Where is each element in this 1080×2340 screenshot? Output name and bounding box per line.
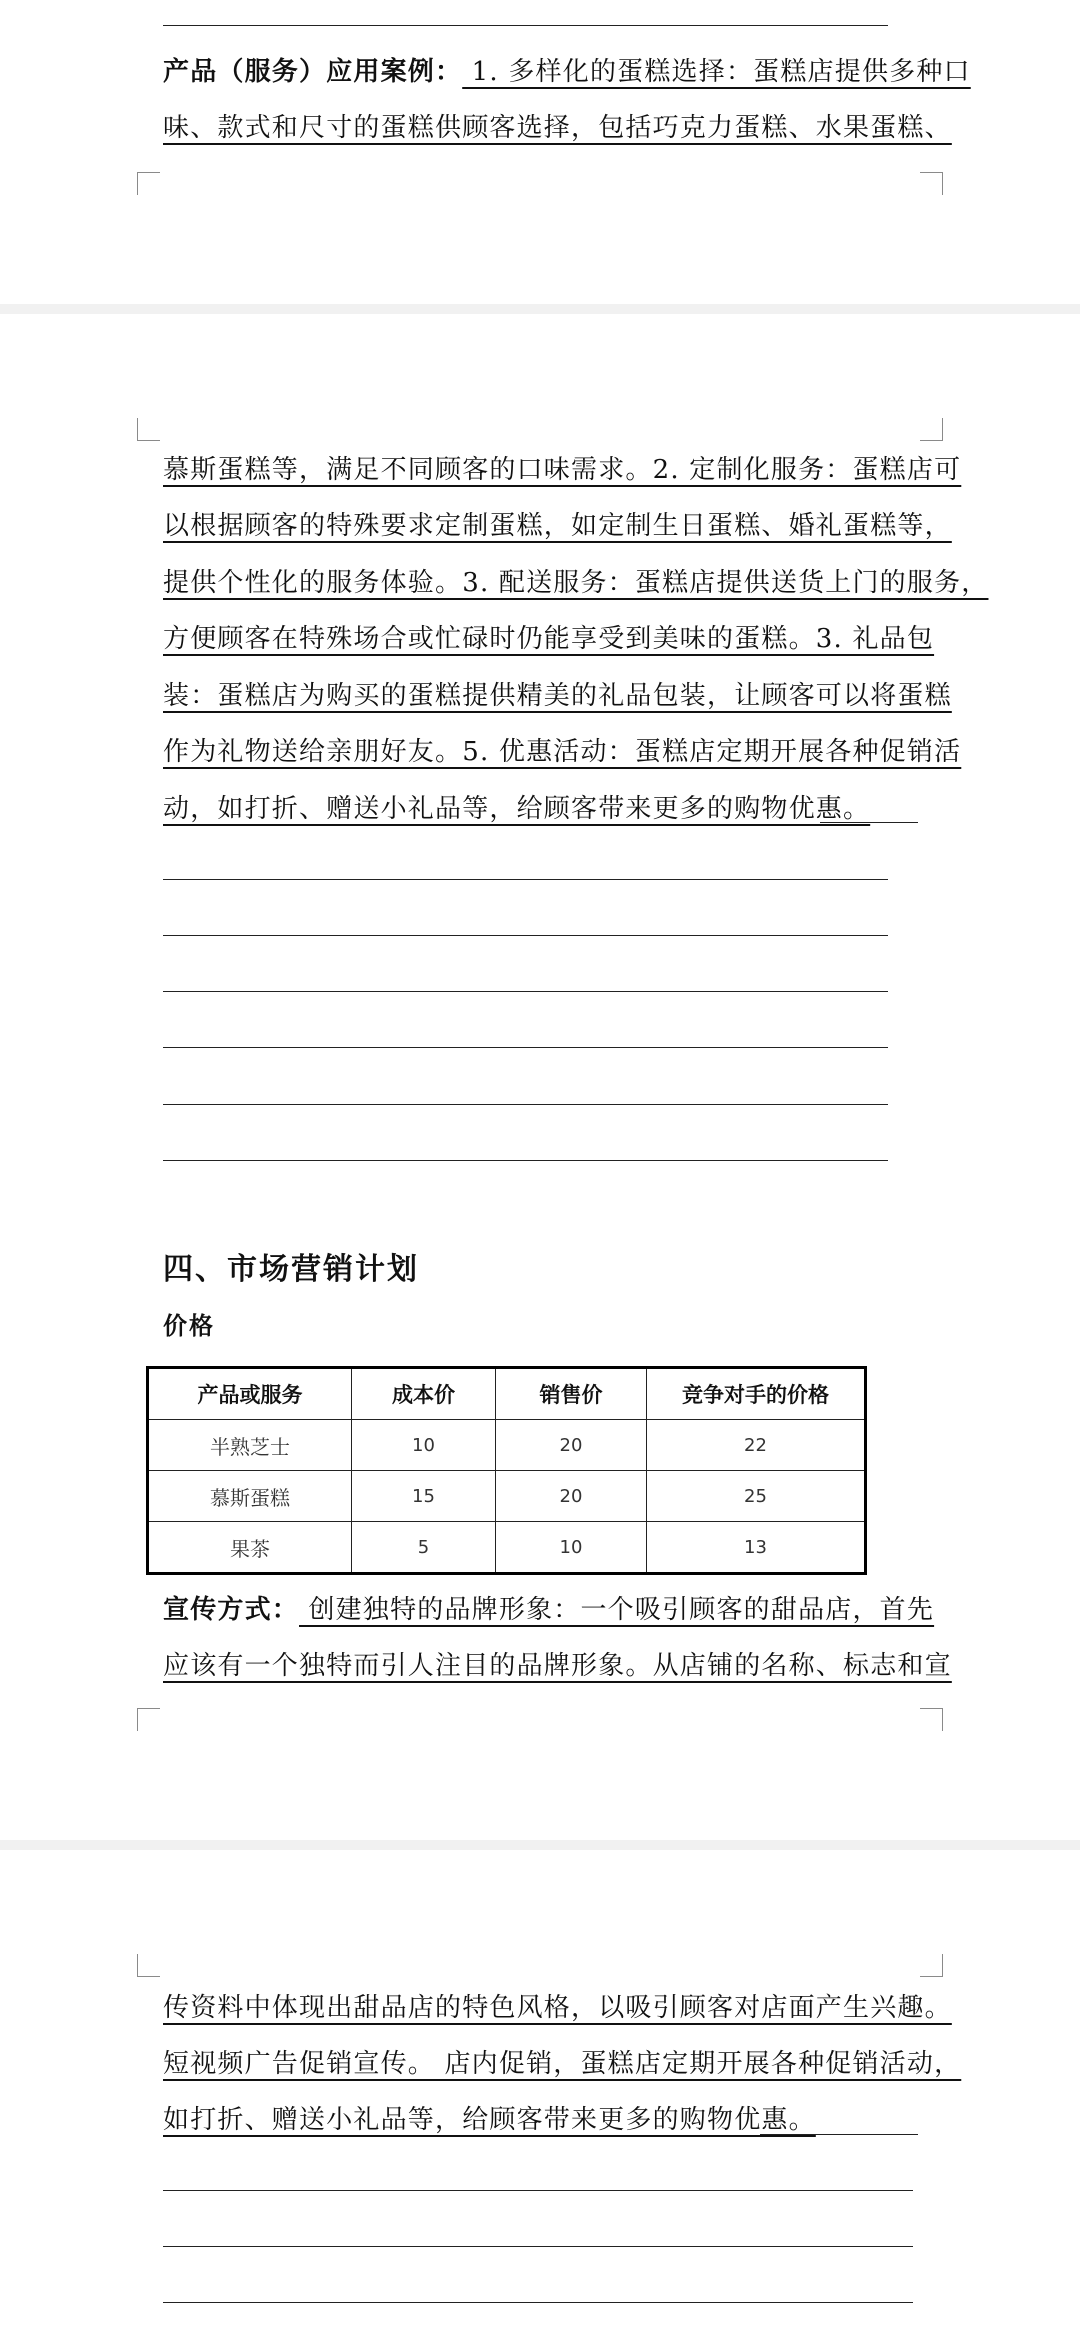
table-header-cell: 竞争对手的价格 (647, 1368, 866, 1420)
case-line: 慕斯蛋糕等，满足不同顾客的口味需求。2. 定制化服务：蛋糕店可 (163, 455, 962, 485)
page-corner-mark (137, 1954, 160, 1977)
table-header-cell: 销售价 (496, 1368, 647, 1420)
blank-fill-line (163, 1047, 888, 1048)
promo-line: 应该有一个独特而引人注目的品牌形象。从店铺的名称、标志和宣 (163, 1651, 952, 1681)
table-row (148, 1471, 866, 1522)
blank-fill-line (163, 935, 888, 936)
case-line: 味、款式和尺寸的蛋糕供顾客选择，包括巧克力蛋糕、水果蛋糕、 (163, 113, 952, 143)
document-page-3 (0, 1850, 1080, 2340)
table-cell: 10 (352, 1420, 496, 1471)
blank-fill-line (820, 822, 918, 823)
blank-fill-line (163, 879, 888, 880)
table-cell: 半熟芝士 (148, 1420, 352, 1471)
page-corner-mark (137, 1708, 160, 1731)
table-cell: 13 (647, 1522, 866, 1574)
case-line: 提供个性化的服务体验。3. 配送服务：蛋糕店提供送货上门的服务， (163, 568, 989, 598)
case-line: 以根据顾客的特殊要求定制蛋糕，如定制生日蛋糕、婚礼蛋糕等， (163, 511, 952, 541)
table-row (148, 1420, 866, 1471)
case-line: 装：蛋糕店为购买的蛋糕提供精美的礼品包装，让顾客可以将蛋糕 (163, 681, 952, 711)
table-row (148, 1522, 866, 1574)
blank-fill-line (163, 2302, 913, 2303)
blank-fill-line (760, 2134, 918, 2135)
table-cell: 5 (352, 1522, 496, 1574)
section-title: 四、市场营销计划 (163, 1252, 419, 1287)
case-line: 方便顾客在特殊场合或忙碌时仍能享受到美味的蛋糕。3. 礼品包 (163, 624, 935, 654)
table-cell: 10 (496, 1522, 647, 1574)
document-page-1 (0, 0, 1080, 304)
table-cell: 15 (352, 1471, 496, 1522)
page-corner-mark (920, 418, 943, 441)
case-line: 作为礼物送给亲朋好友。5. 优惠活动：蛋糕店定期开展各种促销活 (163, 737, 962, 767)
price-table (146, 1366, 867, 1575)
table-cell: 25 (647, 1471, 866, 1522)
table-header-row (148, 1368, 866, 1420)
price-label: 价格 (163, 1311, 215, 1340)
case-line: 产品（服务）应用案例： 1. 多样化的蛋糕选择：蛋糕店提供多种口 (163, 57, 971, 87)
blank-fill-line (163, 1160, 888, 1161)
table-cell: 20 (496, 1471, 647, 1522)
page-corner-mark (920, 1954, 943, 1977)
page-corner-mark (920, 1708, 943, 1731)
page-corner-mark (920, 172, 943, 195)
table-cell: 果茶 (148, 1522, 352, 1574)
table-cell: 20 (496, 1420, 647, 1471)
case-line: 动，如打折、赠送小礼品等，给顾客带来更多的购物优惠。 (163, 794, 871, 824)
blank-fill-line (163, 991, 888, 992)
promo-line: 传资料中体现出甜品店的特色风格，以吸引顾客对店面产生兴趣。 (163, 1993, 952, 2023)
blank-fill-line (163, 1104, 888, 1105)
page-corner-mark (137, 172, 160, 195)
table-header-cell: 成本价 (352, 1368, 496, 1420)
table-header-cell: 产品或服务 (148, 1368, 352, 1420)
promo-line: 宣传方式： 创建独特的品牌形象：一个吸引顾客的甜品店，首先 (163, 1595, 935, 1625)
promo-line: 短视频广告促销宣传。 店内促销，蛋糕店定期开展各种促销活动， (163, 2049, 962, 2079)
table-cell: 慕斯蛋糕 (148, 1471, 352, 1522)
page-corner-mark (137, 418, 160, 441)
promo-line: 如打折、赠送小礼品等，给顾客带来更多的购物优惠。 (163, 2105, 816, 2135)
promo-label: 宣传方式： (163, 1595, 300, 1625)
blank-fill-line (163, 2190, 913, 2191)
blank-fill-line (163, 25, 888, 26)
table-cell: 22 (647, 1420, 866, 1471)
blank-fill-line (163, 2246, 913, 2247)
